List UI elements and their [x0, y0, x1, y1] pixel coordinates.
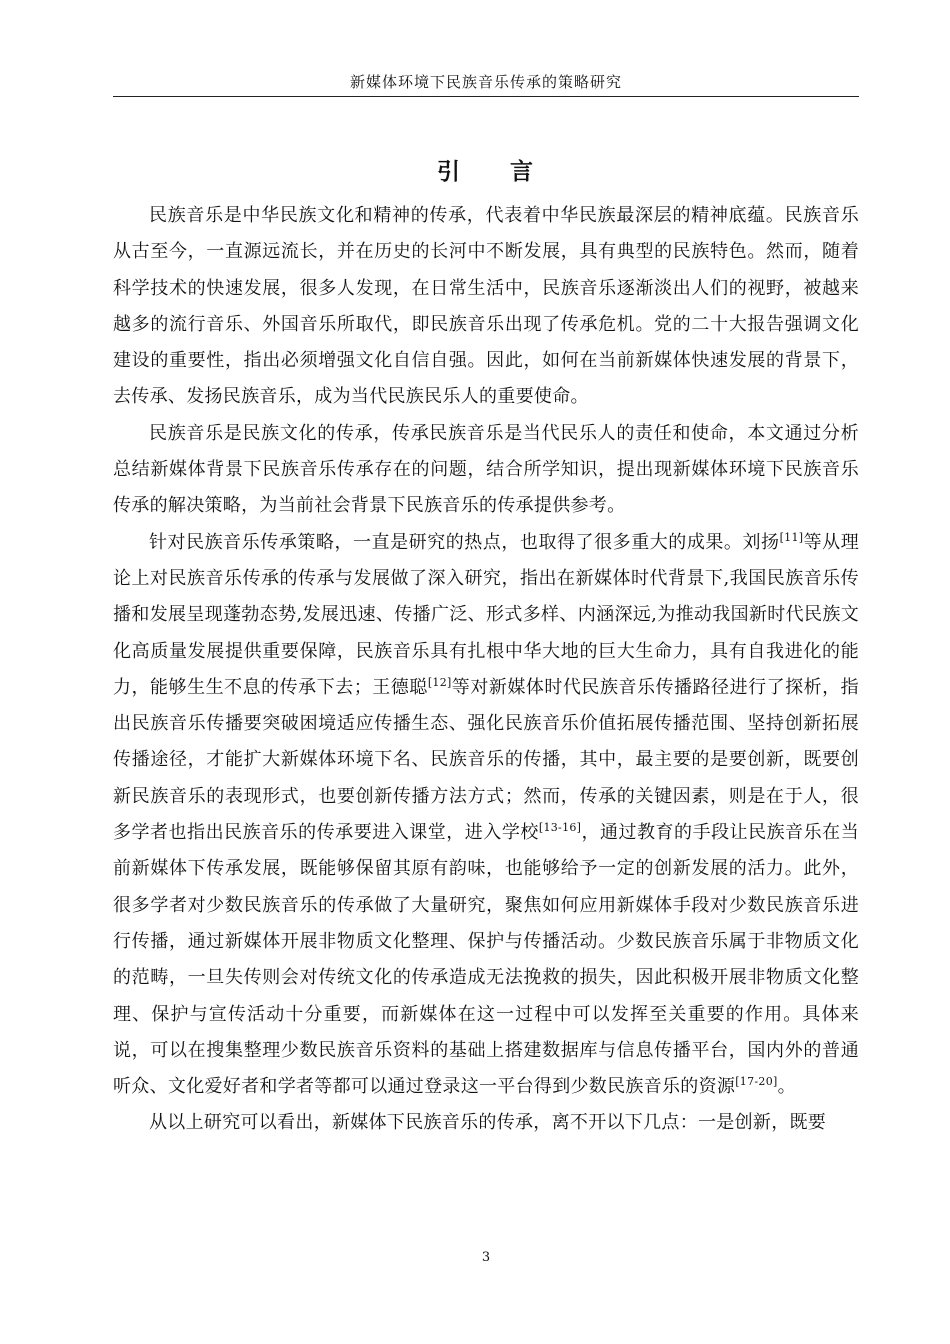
- running-header: 新媒体环境下民族音乐传承的策略研究: [349, 73, 622, 91]
- paragraph-3-text-5: 。: [777, 1076, 796, 1098]
- citation-11: [11]: [779, 530, 804, 544]
- body-text: [113, 198, 859, 1142]
- paragraph-3-text-1: 针对民族音乐传承策略，一直是研究的热点，也取得了很多重大的成果。刘扬: [149, 531, 780, 553]
- section-title: [113, 152, 859, 192]
- paragraph-1: 民族音乐是中华民族文化和精神的传承，代表着中华民族最深层的精神底蕴。民族音乐从古至今，一直源远流长，并在历史的长河中不断发展，具有典型的民族特色。然而，随着科学技术的快速发展，很多人发现，在日常生活中，民族音乐逐渐淡出人们的视野，被越来越多的流行音乐、外国音乐所取代，即民族音乐出现了传承危机。党的二十大报告强调文化建设的重要性，指出必须增强文化自信自强。因此，如何在当前新媒体快速发展的背景下，去传承、发扬民族音乐，成为当代民族民乐人的重要使命。: [113, 205, 859, 408]
- paragraph-3-text-4: ，通过教育的手段让民族音乐在当前新媒体下传承发展，既能够保留其原有韵味，也能够给予一定的创新发展的活力。此外，很多学者对少数民族音乐的传承做了大量研究，聚焦如何应用新媒体手段对少数民族音乐进行传播，通过新媒体开展非物质文化整理、保护与传播活动。少数民族音乐属于非物质文化的范畴，一旦失传则会对传统文化的传承造成无法挽救的损失，因此积极开展非物质文化整理、保护与宣传活动十分重要，而新媒体在这一过程中可以发挥至关重要的作用。具体来说，可以在搜集整理少数民族音乐资料的基础上搭建数据库与信息传播平台，国内外的普通听众、文化爱好者和学者等都可以通过登录这一平台得到少数民族音乐的资源: [113, 822, 859, 1098]
- citation-13-16: [13-16]: [538, 821, 582, 835]
- paragraph-3-text-3: 等对新媒体时代民族音乐传播路径进行了探析，指出民族音乐传播要突破困境适应传播生态、强化民族音乐价值拓展传播范围、坚持创新拓展传播途径，才能扩大新媒体环境下名、民族音乐的传播，其中，最主要的是要创新，既要创新民族音乐的表现形式，也要创新传播方法方式；然而，传承的关键因素，则是在于人，很多学者也指出民族音乐的传承要进入课堂，进入学校: [113, 676, 859, 844]
- section-title-left: 引: [437, 158, 462, 185]
- citation-17-20: [17-20]: [735, 1075, 778, 1089]
- paragraph-3-text-2: 等从理论上对民族音乐传承的传承与发展做了深入研究，指出在新媒体时代背景下,我国民族音乐传播和发展呈现蓬勃态势,发展迅速、传播广泛、形式多样、内涵深远,为推动我国新时代民族文化高质量发展提供重要保障，民族音乐具有扎根中华大地的巨大生命力，具有自我进化的能力，能够生生不息的传承下去；王德聪: [113, 531, 859, 698]
- section-title-right: 言: [510, 158, 535, 185]
- header-divider: [113, 96, 859, 97]
- paragraph-3: [113, 525, 859, 1106]
- citation-12: [12]: [427, 675, 452, 689]
- paragraph-2: 民族音乐是民族文化的传承，传承民族音乐是当代民乐人的责任和使命，本文通过分析总结新媒体背景下民族音乐传承存在的问题，结合所学知识，提出现新媒体环境下民族音乐传承的解决策略，为当前社会背景下民族音乐的传承提供参考。: [113, 422, 859, 517]
- paragraph-4: 从以上研究可以看出，新媒体下民族音乐的传承，离不开以下几点：一是创新，既要: [149, 1112, 827, 1134]
- page-number: 3: [481, 1250, 491, 1265]
